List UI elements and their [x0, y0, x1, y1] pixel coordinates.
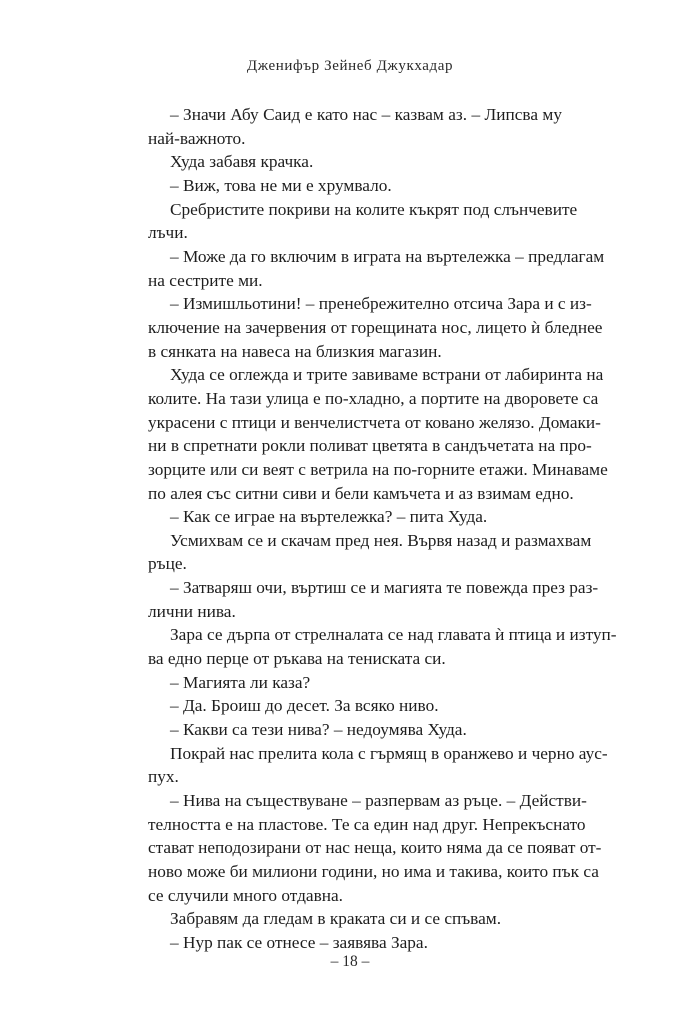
text-line: – Какви са тези нива? – недоумява Худа.: [170, 720, 467, 740]
text-line: колите. На тази улица е по-хладно, а портите на дворовете са: [148, 388, 599, 408]
text-line: ключение на зачервения от горещината нос, лицето ѝ бледнее: [148, 317, 603, 337]
text-line: Сребристите покриви на колите къкрят под слънчевите: [170, 199, 578, 219]
text-line: – Може да го включим в играта на въртележка – предлагам: [170, 246, 605, 266]
text-line: ни в спретнати рокли поливат цветята в сандъчетата на про-: [148, 436, 592, 456]
running-header-author: Дженифър Зейнеб Джукхадар: [246, 58, 454, 74]
text-line: телността е на пластове. Те са един над друг. Непрекъснато: [148, 814, 586, 834]
text-line: Усмихвам се и скачам пред нея. Вървя назад и размахвам: [170, 530, 592, 550]
text-line: – Значи Абу Саид е като нас – казвам аз. – Липсва му: [170, 105, 562, 124]
page-number: – 18 –: [330, 953, 370, 970]
text-line: Зара се дърпа от стрелналата се над главата ѝ птица и изтуп-: [170, 625, 617, 645]
text-line: лични нива.: [148, 601, 236, 621]
text-line: Худа се оглежда и трите завиваме встрани от лабиринта на: [170, 365, 604, 385]
text-line: ва едно перце от ръкава на тениската си.: [148, 649, 446, 669]
text-line: Забравям да гледам в краката си и се спъвам.: [170, 909, 502, 929]
text-line: – Затваряш очи, въртиш се и магията те повежда през раз-: [170, 578, 599, 598]
body-text: [148, 103, 617, 955]
text-line: – Нива на съществуване – разпервам аз ръце. – Действи-: [170, 791, 587, 811]
text-line: – Измишльотини! – пренебрежително отсича Зара и с из-: [170, 294, 592, 314]
text-line: – Магията ли каза?: [170, 672, 311, 692]
text-line: ръце.: [148, 554, 187, 574]
text-line: ново може би милиони години, но има и такива, които пък са: [148, 862, 599, 881]
text-line: лъчи.: [148, 223, 188, 243]
text-line: – Виж, това не ми е хрумвало.: [170, 175, 392, 195]
text-line: най-важното.: [148, 128, 246, 148]
text-line: – Как се играе на въртележка? – пита Худа.: [170, 507, 488, 527]
text-line: в сянката на навеса на близкия магазин.: [148, 341, 442, 361]
text-line: стават неподозирани от нас неща, които няма да се появат от-: [148, 838, 602, 858]
text-line: зорците или си веят с ветрила на по-горните етажи. Минаваме: [148, 459, 608, 479]
text-line: – Да. Броиш до десет. За всяко ниво.: [170, 696, 439, 716]
text-line: пух.: [148, 767, 179, 787]
text-line: украсени с птици и венчелистчета от ковано желязо. Домаки-: [148, 412, 601, 432]
text-line: по алея със ситни сиви и бели камъчета и аз взимам едно.: [148, 483, 574, 503]
text-line: се случили много отдавна.: [148, 885, 343, 905]
text-line: на сестрите ми.: [148, 270, 263, 290]
text-line: – Нур пак се отнесе – заявява Зара.: [170, 932, 428, 952]
text-line: Худа забавя крачка.: [170, 152, 314, 172]
text-line: Покрай нас прелита кола с гърмящ в оранжево и черно аус-: [170, 743, 608, 763]
